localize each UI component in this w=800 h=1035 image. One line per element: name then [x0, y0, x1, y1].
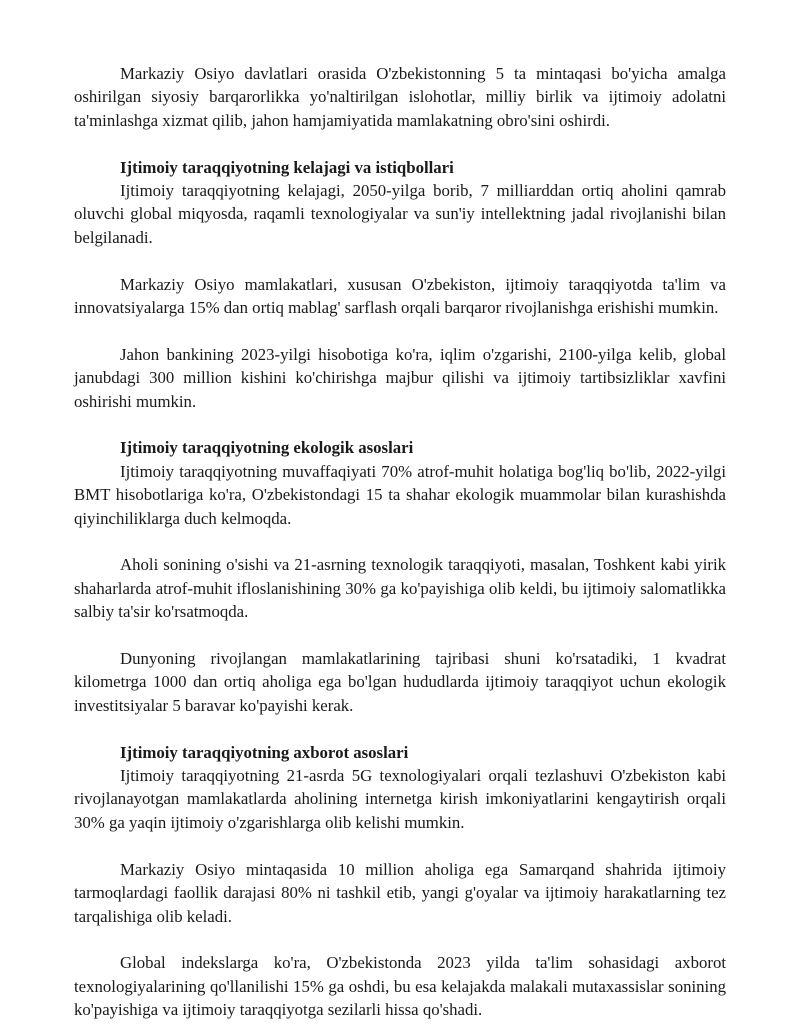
paragraph-5g-technology: Ijtimoiy taraqqiyotning 21-asrda 5G texnologiyalari orqali tezlashuvi O'zbekiston kabi rivojlanayotgan mamlakatlarda aholining internetga kirish imkoniyatlarini kengaytirish orqali 30% ga yaqin ijtimoiy o'zgarishlarga olib kelishi mumkin. [74, 766, 726, 832]
paragraph-world-bank-climate: Jahon bankining 2023-yilgi hisobotiga ko'ra, iqlim o'zgarishi, 2100-yilga kelib, global janubdagi 300 million kishini ko'chirishga majbur qilishi va ijtimoiy tartibsizliklar xavfini oshirishi mumkin. [74, 344, 726, 411]
paragraph-population-growth: Aholi sonining o'sishi va 21-asrning texnologik taraqqiyoti, masalan, Toshkent kabi yirik shaharlarda atrof-muhit ifloslanishining 30% ga ko'payishiga olib keldi, bu ijtimoiy salomatlikka salbiy ta'sir ko'rsatmoqda. [74, 555, 726, 622]
paragraph-spacer [74, 413, 726, 436]
document-page [74, 62, 726, 1022]
paragraph-spacer [74, 717, 726, 740]
paragraph-spacer [74, 928, 726, 951]
section-heading-future: Ijtimoiy taraqqiyotning kelajagi va istiqbollari [120, 157, 454, 177]
paragraph-spacer [74, 624, 726, 647]
paragraph-spacer [74, 132, 726, 155]
paragraph-central-asia-education: Markaziy Osiyo mamlakatlari, xususan O'zbekiston, ijtimoiy taraqqiyotda ta'lim va innovatsiyalarga 15% dan ortiq mablag' sarflash orqali barqaror rivojlanishga erishishi mumkin. [74, 274, 726, 318]
paragraph-spacer [74, 249, 726, 272]
paragraph-spacer [74, 530, 726, 553]
paragraph-spacer [74, 834, 726, 857]
section-heading-ecological: Ijtimoiy taraqqiyotning ekologik asoslari [120, 438, 414, 458]
paragraph-political-reforms: Markaziy Osiyo davlatlari orasida O'zbekistonning 5 ta mintaqasi bo'yicha amalga oshirilgan siyosiy barqarorlikka yo'naltirilgan islohotlar, milliy birlik va ijtimoiy adolatni ta'minlashga xizmat qilib, jahon hamjamiyatida mamlakatning obro'sini oshirdi. [74, 64, 726, 130]
paragraph-developed-countries: Dunyoning rivojlangan mamlakatlarining tajribasi shuni ko'rsatadiki, 1 kvadrat kilometrga 1000 dan ortiq aholiga ega bo'lgan hududlarda ijtimoiy taraqqiyot uchun ekologik investitsiyalar 5 baravar ko'payishi kerak. [74, 649, 726, 715]
paragraph-samarkand-social: Markaziy Osiyo mintaqasida 10 million aholiga ega Samarqand shahrida ijtimoiy tarmoqlardagi faollik darajasi 80% ni tashkil etib, yangi g'oyalar va ijtimoiy harakatlarning tez tarqalishiga olib keladi. [74, 859, 726, 926]
paragraph-future-2050: Ijtimoiy taraqqiyotning kelajagi, 2050-yilga borib, 7 milliarddan ortiq aholini qamrab oluvchi global miqyosda, raqamli texnologiyalar va sun'iy intellektning jadal rivojlanishi bilan belgilanadi. [74, 181, 726, 247]
section-heading-information: Ijtimoiy taraqqiyotning axborot asoslari [120, 742, 409, 762]
paragraph-global-indexes: Global indekslarga ko'ra, O'zbekistonda 2023 yilda ta'lim sohasidagi axborot texnologiyalarining qo'llanilishi 15% ga oshdi, bu esa kelajakda malakali mutaxassislar sonining ko'payishiga va ijtimoiy taraqqiyotga sezilarli hissa qo'shadi. [74, 953, 726, 1020]
paragraph-ecology-success: Ijtimoiy taraqqiyotning muvaffaqiyati 70% atrof-muhit holatiga bog'liq bo'lib, 2022-yilgi BMT hisobotlariga ko'ra, O'zbekistondagi 15 ta shahar ekologik muammolar bilan kurashishda qiyinchiliklarga duch kelmoqda. [74, 461, 726, 528]
paragraph-spacer [74, 319, 726, 342]
